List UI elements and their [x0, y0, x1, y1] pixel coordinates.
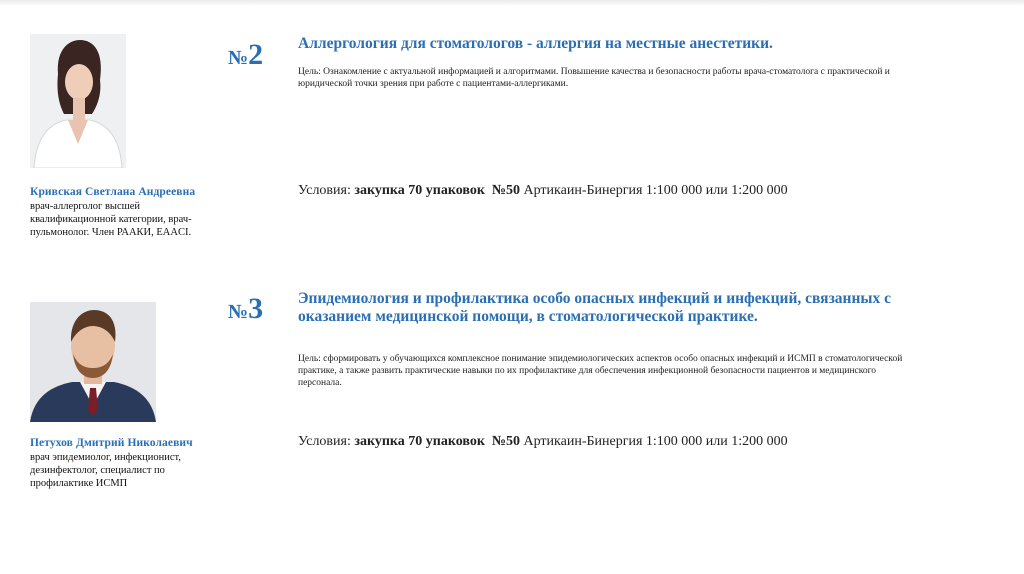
course-goal: Цель: Ознакомление с актуальной информацией и алгоритмами. Повышение качества и безопасности работы врача-стоматолога с практической и юридической точки зрения при работе с пациентами-аллергиками. — [298, 67, 890, 89]
speaker-photo-krivskaya — [30, 34, 126, 168]
speaker-info — [30, 437, 235, 490]
course-title: Аллергология для стоматологов - аллергия на местные анестетики. — [298, 35, 773, 52]
speaker-description: врач-аллерголог высшей квалификационной категории, врач- пульмонолог. Член РААКИ, EAACI. — [30, 201, 192, 238]
course-conditions: Условия: закупка 70 упаковок №50 Артикаин-Бинергия 1:100 000 или 1:200 000 — [298, 183, 788, 198]
speaker-photo-petukhov — [30, 302, 156, 422]
speaker-name: Кривская Светлана Андреевна — [30, 186, 196, 198]
speaker-description: врач эпидемиолог, инфекционист, дезинфектолог, специалист по профилактике ИСМП — [30, 452, 181, 489]
block-number: №2 — [228, 38, 264, 71]
course-conditions: Условия: закупка 70 упаковок №50 Артикаин-Бинергия 1:100 000 или 1:200 000 — [298, 434, 788, 449]
course-goal: Цель: сформировать у обучающихся комплексное понимание эпидемиологических аспектов особо опасных инфекций и ИСМП в стоматологической практике, а также развить практические навыки по их профилактике для обеспечения инфекционной безопасности пациентов и медицинского персонала. — [298, 354, 903, 388]
course-title: Эпидемиология и профилактика особо опасных инфекций и инфекций, связанных с оказанием медицинской помощи, в стоматологической практике. — [298, 290, 892, 325]
top-shadow-line — [0, 0, 1024, 6]
speaker-info — [30, 186, 230, 239]
speaker-name: Петухов Дмитрий Николаевич — [30, 437, 193, 449]
block-number: №3 — [228, 292, 264, 325]
